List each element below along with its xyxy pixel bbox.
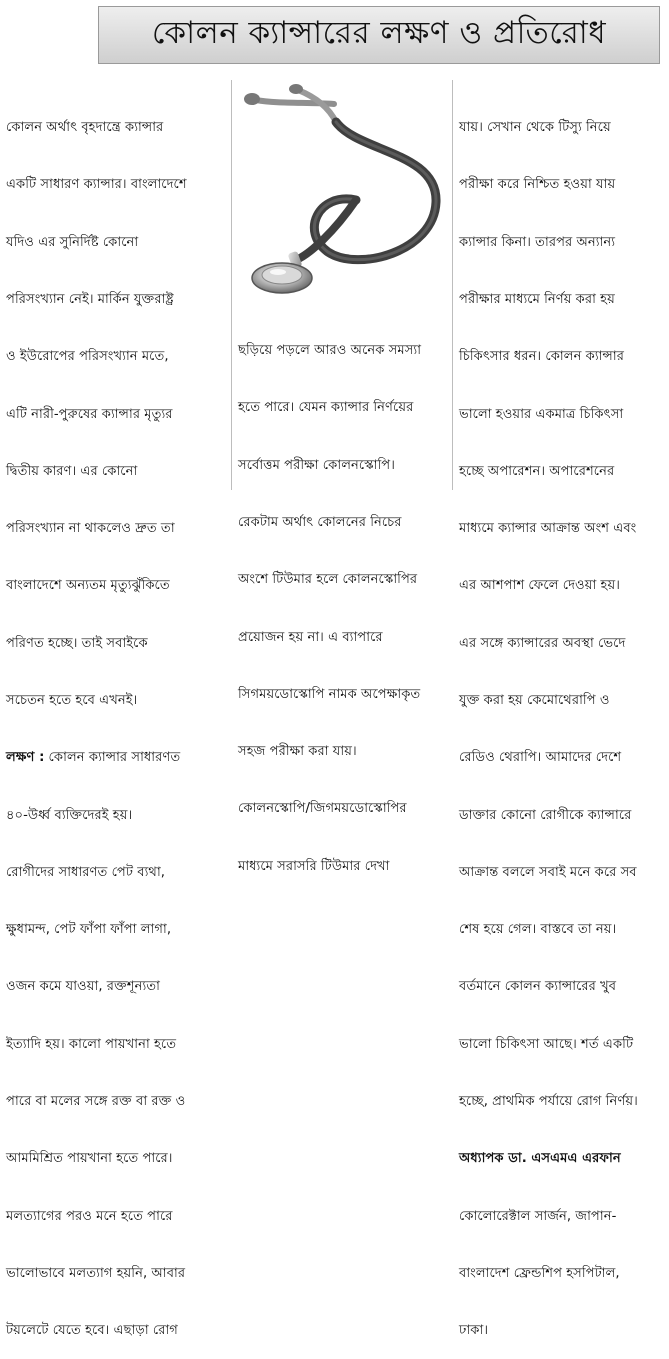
- text-line: অংশে টিউমার হলে কোলনস্কোপির: [238, 572, 418, 588]
- text-line: সহজ পরীক্ষা করা যায়।: [238, 744, 357, 760]
- text-line: ভালোভাবে মলত্যাগ হয়নি, আবার: [6, 1265, 186, 1281]
- text-line: শেষ হয়ে গেল। বাস্তবে তা নয়।: [459, 922, 617, 938]
- text-line: ও ইউরোপের পরিসংখ্যান মতে,: [6, 349, 169, 365]
- text-line: মাধ্যমে সরাসরি টিউমার দেখা: [238, 858, 390, 874]
- text-line: একটি সাধারণ ক্যান্সার। বাংলাদেশে: [6, 177, 187, 193]
- text-line: ইত্যাদি হয়। কালো পায়খানা হতে: [6, 1036, 177, 1052]
- text-line: চিকিৎসার ধরন। কোলন ক্যান্সার: [459, 349, 624, 365]
- text-line: এর আশপাশ ফেলে দেওয়া হয়।: [459, 578, 620, 594]
- text-line: আক্রান্ত বললে সবাই মনে করে সব: [459, 864, 637, 880]
- text-line: ক্যান্সার কিনা। তারপর অন্যান্য: [459, 234, 616, 250]
- text-line: টয়লেটে যেতে হবে। এছাড়া রোগ: [6, 1323, 178, 1339]
- text-line: সিগময়ডোস্কোপি নামক অপেক্ষাকৃত: [238, 686, 421, 702]
- text-line: আমমিশ্রিত পায়খানা হতে পারে।: [6, 1151, 173, 1167]
- author-name: অধ্যাপক ডা. এসএমএ এরফান: [459, 1151, 621, 1167]
- symptoms-label: লক্ষণ :: [6, 750, 45, 766]
- author-affiliation: কোলোরেক্টাল সার্জন, জাপান-: [459, 1208, 617, 1224]
- text-line: পারে বা মলের সঙ্গে রক্ত বা রক্ত ও: [6, 1093, 186, 1109]
- text-line: রোগীদের সাধারণত পেট ব্যথা,: [6, 864, 165, 880]
- text-line: এর সঙ্গে ক্যান্সারের অবস্থা ভেদে: [459, 635, 626, 651]
- text-line: প্রয়োজন হয় না। এ ব্যাপারে: [238, 629, 383, 645]
- text-line: যায়। সেখান থেকে টিস্যু নিয়ে: [459, 120, 611, 136]
- text-line: মাধ্যমে ক্যান্সার আক্রান্ত অংশ এবং: [459, 521, 637, 537]
- stethoscope-image: [238, 82, 450, 297]
- symptoms-line: [6, 748, 228, 767]
- text-line: হচ্ছে, প্রাথমিক পর্যায়ে রোগ নির্ণয়।: [459, 1093, 638, 1109]
- text-line: পরিসংখ্যান নেই। মার্কিন যুক্তরাষ্ট্র: [6, 292, 174, 308]
- text-line: হতে পারে। যেমন ক্যান্সার নির্ণয়ের: [238, 400, 414, 416]
- column-divider: [231, 80, 232, 490]
- text-line: রেকটাম অর্থাৎ কোলনের নিচের: [238, 515, 402, 531]
- text-line: ডাক্তার কোনো রোগীকে ক্যান্সারে: [459, 807, 632, 823]
- text-line: যুক্ত করা হয় কেমোথেরাপি ও: [459, 693, 610, 708]
- text-line: দ্বিতীয় কারণ। এর কোনো: [6, 463, 138, 479]
- text-line: পরিণত হচ্ছে। তাই সবাইকে: [6, 635, 148, 651]
- text-line: বর্তমানে কোলন ক্যান্সারের খুব: [459, 979, 617, 995]
- text-line: ছড়িয়ে পড়লে আরও অনেক সমস্যা: [238, 343, 422, 359]
- text-line: মলত্যাগের পরও মনে হতে পারে: [6, 1208, 173, 1224]
- column-divider: [452, 80, 453, 490]
- headline-banner: [98, 6, 660, 64]
- text-line: ভালো হওয়ার একমাত্র চিকিৎসা: [459, 406, 624, 422]
- text-line: সচেতন হতে হবে এখনই।: [6, 693, 138, 708]
- text-line: পরিসংখ্যান না থাকলেও দ্রুত তা: [6, 521, 175, 537]
- text-line: ৪০-উর্ধ্ব ব্যক্তিদেরই হয়।: [6, 807, 133, 823]
- text-line: ভালো চিকিৎসা আছে। শর্ত একটি: [459, 1036, 634, 1052]
- article-column-2: [238, 303, 448, 895]
- author-affiliation: বাংলাদেশ ফ্রেন্ডশিপ হসপিটাল,: [459, 1265, 620, 1281]
- text-line: কোলনস্কোপি/জিগময়ডোস্কোপির: [238, 801, 407, 817]
- text-line: যদিও এর সুনির্দিষ্ট কোনো: [6, 234, 139, 250]
- text-line: এটি নারী-পুরুষের ক্যান্সার মৃত্যুর: [6, 406, 173, 422]
- text-line: পরীক্ষা করে নিশ্চিত হওয়া যায়: [459, 177, 616, 193]
- text-line: কোলন অর্থাৎ বৃহদান্ত্রে ক্যান্সার: [6, 120, 164, 136]
- text-line: বাংলাদেশে অন্যতম মৃত্যুঝুঁকিতে: [6, 578, 170, 594]
- text-line: পরীক্ষার মাধ্যমে নির্ণয় করা হয়: [459, 292, 615, 308]
- symptoms-text: কোলন ক্যান্সার সাধারণত: [44, 750, 181, 766]
- headline: কোলন ক্যান্সারের লক্ষণ ও প্রতিরোধ: [151, 15, 607, 51]
- text-line: সর্বোত্তম পরীক্ষা কোলনস্কোপি।: [238, 457, 395, 473]
- text-line: ওজন কমে যাওয়া, রক্তশূন্যতা: [6, 979, 160, 995]
- article-column-1: [6, 80, 228, 1359]
- text-line: হচ্ছে অপারেশন। অপারেশনের: [459, 463, 615, 479]
- author-affiliation: ঢাকা।: [459, 1323, 489, 1339]
- text-line: ক্ষুধামন্দ, পেট ফাঁপা ফাঁপা লাগা,: [6, 922, 172, 938]
- article-column-3: [459, 80, 664, 1359]
- text-line: রেডিও থেরাপি। আমাদের দেশে: [459, 750, 622, 766]
